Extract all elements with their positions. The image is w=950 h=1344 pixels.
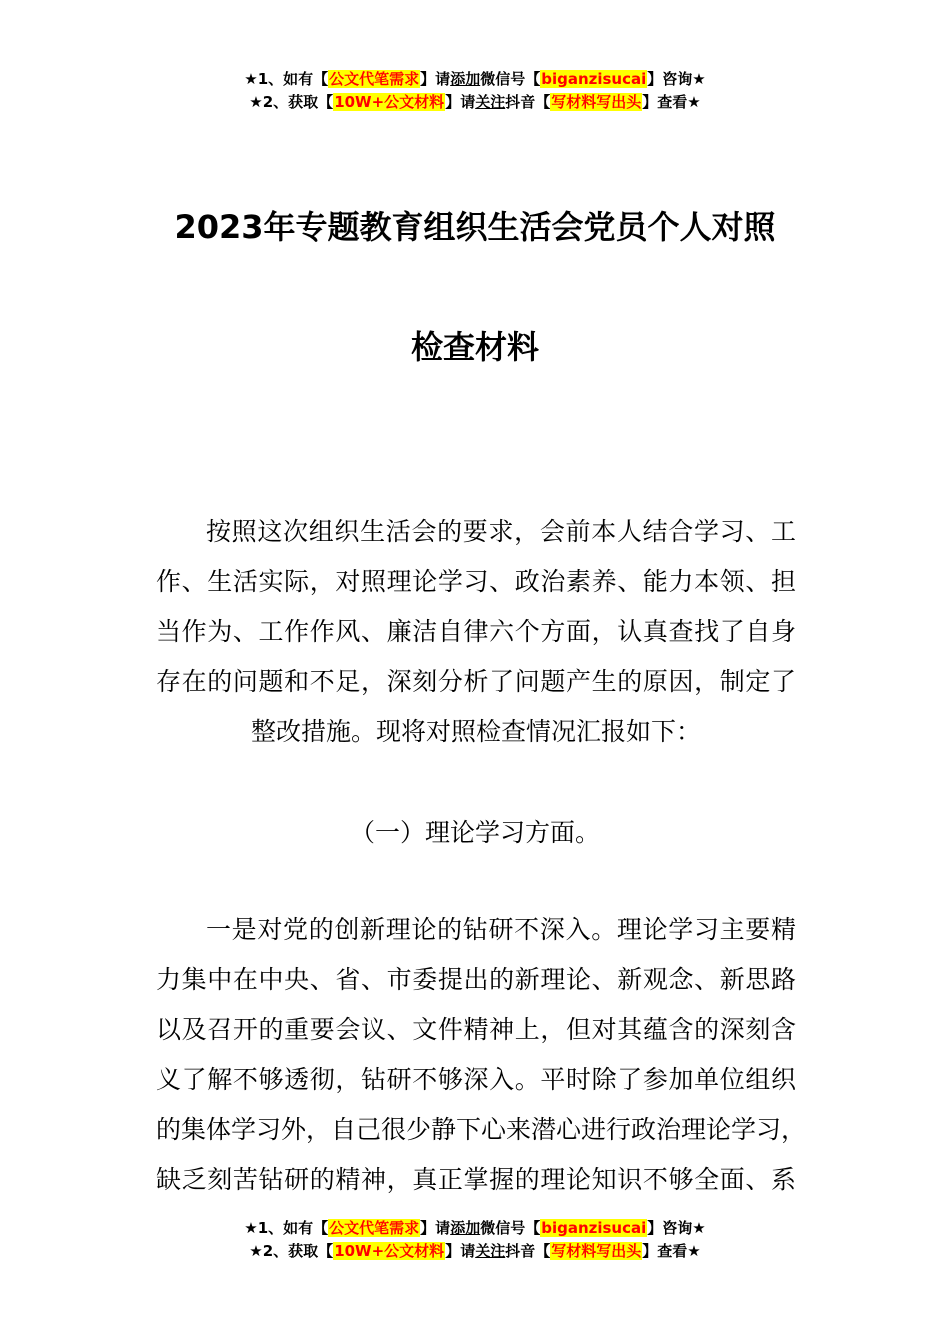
paragraph-line: 缺乏刻苦钻研的精神，真正掌握的理论知识不够全面、系 — [156, 1165, 796, 1194]
paragraph-line: 整改措施。现将对照检查情况汇报如下： — [250, 717, 701, 746]
banner-text: 微信号【 — [480, 70, 541, 88]
paragraph-line: 存在的问题和不足，深刻分析了问题产生的原因，制定了 — [156, 667, 796, 696]
banner-text: ★1、如有【 — [244, 1219, 329, 1237]
banner-underlined: 添加 — [450, 1219, 481, 1237]
banner-line-2 — [0, 91, 950, 114]
paragraph-line: 一是对党的创新理论的钻研不深入。理论学习主要精 — [206, 915, 796, 944]
banner-line-1 — [0, 1217, 950, 1240]
banner-highlight: 公文代笔需求 — [329, 1219, 420, 1237]
banner-text: 】咨询★ — [647, 70, 706, 88]
paragraph-line: 按照这次组织生活会的要求，会前本人结合学习、工 — [206, 517, 796, 546]
banner-text: 】请 — [445, 1242, 476, 1260]
intro-paragraph — [156, 507, 796, 757]
body-paragraph — [156, 905, 807, 1205]
banner-text: 】请 — [445, 93, 476, 111]
banner-wechat-id: biganzisucai — [541, 1219, 647, 1237]
banner-text: 】请 — [420, 70, 451, 88]
banner-wechat-id: biganzisucai — [541, 70, 647, 88]
banner-text: 】查看★ — [642, 93, 701, 111]
banner-text: ★1、如有【 — [244, 70, 329, 88]
banner-text: ★2、获取【 — [249, 93, 334, 111]
paragraph-line: 以及召开的重要会议、文件精神上，但对其蕴含的深刻含 — [156, 1015, 796, 1044]
banner-underlined: 关注 — [475, 1242, 506, 1260]
banner-text: 微信号【 — [480, 1219, 541, 1237]
footer-banner — [0, 1217, 950, 1263]
banner-text: 】咨询★ — [647, 1219, 706, 1237]
document-title-line-2: 检查材料 — [410, 328, 539, 366]
banner-underlined: 添加 — [450, 70, 481, 88]
banner-highlight: 公文代笔需求 — [329, 70, 420, 88]
banner-line-1 — [0, 68, 950, 91]
banner-text: ★2、获取【 — [249, 1242, 334, 1260]
banner-text: 】查看★ — [642, 1242, 701, 1260]
header-banner — [0, 68, 950, 114]
banner-text: 抖音【 — [505, 93, 551, 111]
banner-line-2 — [0, 1240, 950, 1263]
banner-underlined: 关注 — [475, 93, 506, 111]
section-heading: （一）理论学习方面。 — [349, 818, 600, 847]
document-title-line-1: 2023年专题教育组织生活会党员个人对照 — [174, 208, 776, 246]
banner-text: 抖音【 — [505, 1242, 551, 1260]
banner-text: 】请 — [420, 1219, 451, 1237]
paragraph-line: 力集中在中央、省、市委提出的新理论、新观念、新思路 — [156, 965, 796, 994]
banner-douyin-id: 写材料写出头 — [551, 1242, 642, 1260]
paragraph-line: 的集体学习外，自己很少静下心来潜心进行政治理论学习， — [156, 1115, 807, 1144]
banner-highlight: 10W+公文材料 — [334, 1242, 445, 1260]
paragraph-line: 当作为、工作作风、廉洁自律六个方面，认真查找了自身 — [156, 617, 796, 646]
paragraph-line: 作、生活实际，对照理论学习、政治素养、能力本领、担 — [156, 567, 796, 596]
banner-highlight: 10W+公文材料 — [334, 93, 445, 111]
banner-douyin-id: 写材料写出头 — [551, 93, 642, 111]
paragraph-line: 义了解不够透彻，钻研不够深入。平时除了参加单位组织 — [156, 1065, 796, 1094]
